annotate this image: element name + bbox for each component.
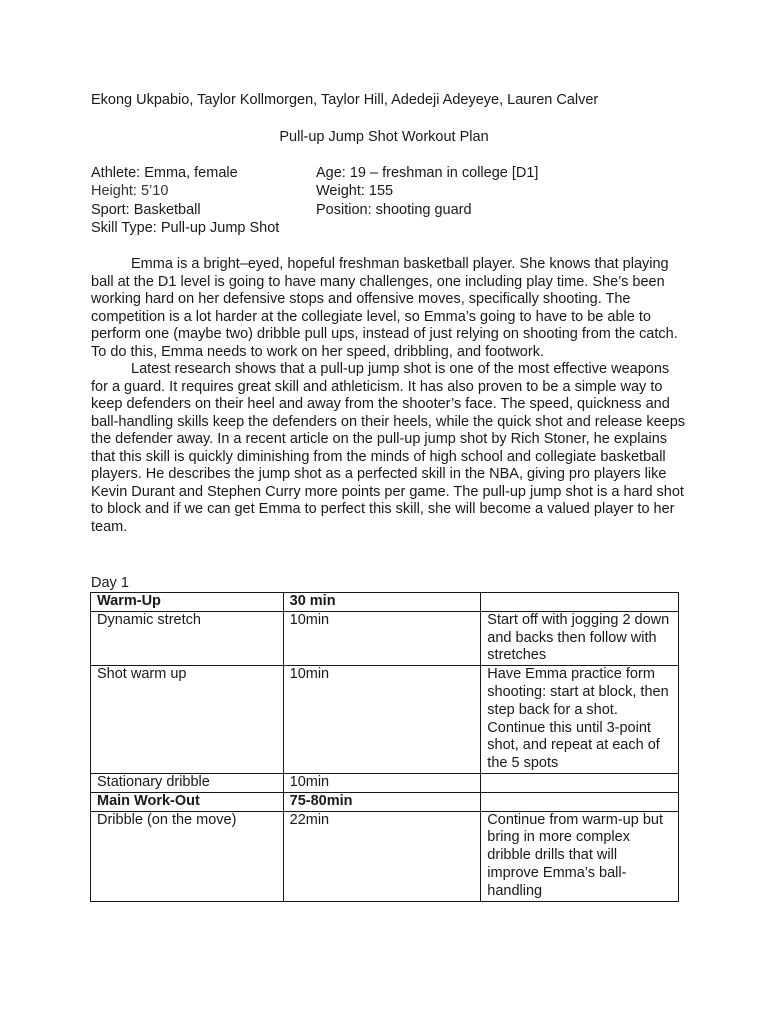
authors-line: Ekong Ukpabio, Taylor Kollmorgen, Taylor Hill, Adedeji Adeyeye, Lauren Calver [91,92,599,108]
table-row [91,593,679,612]
athlete-age: Age: 19 – freshman in college [D1] [316,165,539,181]
athlete-position: Position: shooting guard [316,201,472,218]
notes-cell [481,593,679,612]
notes-cell: Start off with jogging 2 down and backs then follow with stretches [481,611,679,665]
table-row [91,792,679,811]
activity-cell: Stationary dribble [91,773,284,792]
duration-cell: 22min [283,811,481,901]
duration-cell: 30 min [283,593,481,612]
athlete-info-left [91,164,316,237]
notes-cell [481,773,679,792]
athlete-weight: Weight: 155 [316,183,394,200]
athlete-sport: Sport: Basketball [91,201,201,218]
activity-cell: Main Work-Out [91,792,284,811]
athlete-skill-type: Skill Type: Pull-up Jump Shot [91,219,280,236]
athlete-name: Athlete: Emma, female [91,165,238,181]
duration-cell: 75-80min [283,792,481,811]
table-row [91,611,679,665]
duration-cell: 10min [283,773,481,792]
table-row [91,666,679,774]
duration-cell: 10min [283,666,481,774]
activity-cell: Dribble (on the move) [91,811,284,901]
activity-cell: Dynamic stretch [91,611,284,665]
document-title: Pull-up Jump Shot Workout Plan [279,129,489,145]
paragraph-research: Latest research shows that a pull-up jump shot is one of the most effective weapons for a guard. It requires great skill and athleticism. It has also proven to be a simple way to keep defenders on their heel and away from the shooter’s face. The speed, quickness and ball-handling skills keep the defenders on their heels, while the quick shot and release keeps the defender away. In a recent article on the pull-up jump shot by Rich Stoner, he explains that this skill is quickly diminishing from the minds of high school and collegiate basketball players. He describes the jump shot as a perfected skill in the NBA, giving pro players like Kevin Durant and Stephen Curry more points per game. The pull-up jump shot is a hard shot to block and if we can get Emma to perfect this skill, she will become a valued player to her team. [91,361,686,535]
workout-table [90,592,679,902]
table-row [91,773,679,792]
duration-cell: 10min [283,611,481,665]
athlete-info-right [316,164,616,219]
activity-cell: Warm-Up [91,593,284,612]
day-label: Day 1 [91,575,129,591]
table-row [91,811,679,901]
activity-cell: Shot warm up [91,666,284,774]
body-text [91,256,687,536]
paragraph-intro: Emma is a bright–eyed, hopeful freshman basketball player. She knows that playing ball at the D1 level is going to have many challenges, one including play time. She’s been working hard on her defensive stops and offensive moves, specifically shooting. The competition is a lot harder at the collegiate level, so Emma’s going to have to be able to perform one (maybe two) dribble pull ups, instead of just relying on shooting from the catch. To do this, Emma needs to work on her speed, dribbling, and footwork. [91,256,678,360]
notes-cell: Have Emma practice form shooting: start at block, then step back for a shot. Continue this until 3-point shot, and repeat at each of the 5 spots [481,666,679,774]
notes-cell: Continue from warm-up but bring in more complex dribble drills that will improve Emma’s ball-handling [481,811,679,901]
notes-cell [481,792,679,811]
athlete-height: Height: 5’10 [91,183,169,200]
